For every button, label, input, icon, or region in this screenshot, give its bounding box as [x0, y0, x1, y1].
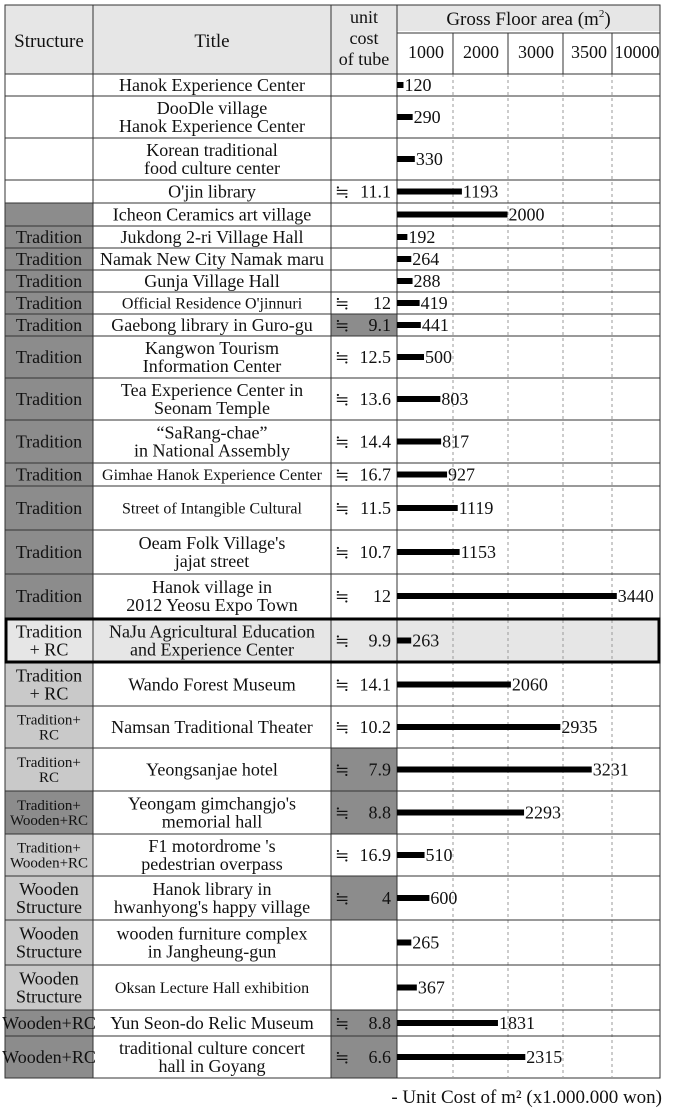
project-title: NaJu Agricultural Education — [109, 621, 315, 642]
approx-symbol: ≒ — [335, 846, 350, 865]
project-title: Gunja Village Hall — [144, 271, 280, 292]
project-title: DooDle village — [156, 98, 268, 119]
project-title: Oeam Folk Village's — [138, 533, 286, 554]
structure-cell-shade — [5, 203, 93, 226]
area-value-label: 1193 — [462, 181, 499, 202]
unit-cost-value: 9.1 — [368, 315, 391, 335]
unit-cost-value: 13.6 — [359, 389, 391, 409]
approx-symbol: ≒ — [335, 1014, 350, 1033]
area-bar — [397, 593, 617, 599]
project-title: Hanok Experience Center — [119, 75, 305, 96]
area-value-label: 263 — [412, 630, 440, 651]
area-bar — [397, 156, 415, 162]
area-value-label: 1153 — [460, 542, 496, 562]
area-value-label: 510 — [425, 845, 453, 865]
structure-label: Wooden+RC — [9, 855, 89, 872]
area-bar — [397, 256, 411, 262]
structure-label: Tradition — [15, 665, 83, 686]
structure-label: Tradition+ — [17, 755, 81, 772]
area-bar — [397, 114, 413, 120]
structure-label: Tradition — [15, 431, 83, 452]
project-title: food culture center — [144, 158, 280, 179]
project-title: Seonam Temple — [154, 398, 270, 419]
project-title: pedestrian overpass — [141, 854, 283, 875]
unit-cost-value: 14.4 — [359, 431, 391, 452]
area-value-label: 2293 — [525, 802, 562, 823]
area-value-label: 330 — [415, 149, 443, 169]
area-bar — [397, 234, 407, 240]
project-title: Yeongsanjae hotel — [146, 759, 278, 780]
project-title: Icheon Ceramics art village — [112, 204, 312, 225]
approx-symbol: ≒ — [335, 316, 350, 335]
structure-label: Tradition — [15, 315, 83, 336]
area-bar — [397, 472, 447, 478]
approx-symbol: ≒ — [335, 294, 350, 313]
approx-symbol: ≒ — [335, 432, 350, 452]
approx-symbol: ≒ — [335, 182, 350, 202]
project-title: Namak New City Namak maru — [100, 249, 324, 270]
approx-symbol: ≒ — [335, 348, 350, 367]
structure-label: Structure — [16, 897, 82, 918]
area-value-label: 264 — [412, 249, 440, 269]
approx-symbol: ≒ — [335, 803, 350, 823]
unit-cost-value: 12 — [373, 586, 391, 606]
structure-label: Tradition+ — [17, 798, 81, 815]
project-title: Namsan Traditional Theater — [111, 717, 313, 738]
unit-cost-value: 10.2 — [359, 717, 391, 737]
unit-cost-value: 7.9 — [368, 759, 391, 780]
project-title: hall in Goyang — [158, 1056, 266, 1077]
area-bar — [397, 1020, 498, 1026]
project-title: “SaRang-chae” — [156, 422, 268, 443]
area-bar — [397, 82, 403, 88]
area-value-label: 500 — [425, 347, 452, 367]
unit-cost-value: 12.5 — [359, 347, 391, 367]
area-value-label: 803 — [441, 389, 469, 409]
structure-label: Tradition — [15, 347, 83, 368]
area-bar — [397, 300, 420, 306]
unit-cost-value: 10.7 — [359, 542, 391, 562]
structure-label: Tradition — [15, 227, 83, 248]
project-title: wooden furniture complex — [116, 923, 308, 944]
project-title: Gimhae Hanok Experience Center — [102, 466, 322, 484]
header-title: Title — [194, 31, 230, 52]
project-title: Information Center — [142, 356, 282, 377]
project-title: Yun Seon-do Relic Museum — [110, 1013, 314, 1034]
area-value-label: 2000 — [508, 204, 545, 225]
project-title: Wando Forest Museum — [128, 674, 296, 695]
area-value-label: 2315 — [526, 1047, 563, 1067]
approx-symbol: ≒ — [335, 718, 350, 737]
approx-symbol: ≒ — [335, 1048, 350, 1067]
area-bar — [397, 638, 411, 644]
project-title: Hanok Experience Center — [119, 116, 305, 137]
structure-label: Wooden+RC — [2, 1047, 96, 1068]
approx-symbol: ≒ — [335, 390, 350, 409]
area-bar — [397, 985, 417, 991]
project-title: in Jangheung-gun — [147, 941, 277, 962]
area-bar — [397, 549, 460, 555]
area-bar — [397, 354, 424, 360]
structure-label: + RC — [29, 683, 69, 704]
area-value-label: 927 — [448, 464, 476, 485]
structure-label: Tradition — [15, 542, 83, 563]
highlight-row-shade — [5, 618, 660, 663]
unit-cost-value: 14.1 — [359, 674, 391, 695]
approx-symbol: ≒ — [335, 631, 350, 651]
unit-cost-value: 6.6 — [368, 1047, 391, 1067]
approx-symbol: ≒ — [335, 760, 350, 780]
approx-symbol: ≒ — [335, 889, 350, 908]
project-title: and Experience Center — [130, 639, 294, 660]
approx-symbol: ≒ — [335, 675, 350, 695]
area-value-label: 367 — [417, 977, 445, 998]
structure-label: Tradition — [15, 621, 83, 642]
project-title: Kangwon Tourism — [145, 338, 279, 359]
area-bar — [397, 852, 425, 858]
project-title: Tea Experience Center in — [120, 380, 304, 401]
area-bar — [397, 1054, 525, 1060]
approx-symbol: ≒ — [335, 499, 350, 518]
area-bar — [397, 810, 524, 816]
tick-label: 10000 — [614, 42, 660, 62]
unit-cost-value: 11.5 — [360, 498, 391, 518]
structure-label: Tradition — [15, 271, 83, 292]
unit-cost-value: 8.8 — [368, 1013, 391, 1033]
area-bar — [397, 212, 508, 218]
area-value-label: 265 — [412, 932, 440, 953]
project-title: memorial hall — [161, 811, 263, 832]
header-structure: Structure — [14, 31, 84, 52]
unit-cost-value: 11.1 — [360, 181, 391, 202]
area-bar — [397, 940, 411, 946]
structure-label: Wooden+RC — [9, 813, 89, 830]
header-unit-cost: unit — [349, 7, 379, 27]
tick-label: 1000 — [408, 42, 444, 62]
unit-cost-value: 16.7 — [359, 464, 391, 485]
unit-cost-value: 16.9 — [359, 845, 391, 865]
area-value-label: 2935 — [561, 717, 598, 737]
area-bar — [397, 189, 462, 195]
project-title: Oksan Lecture Hall exhibition — [114, 979, 310, 997]
project-title: O'jin library — [168, 181, 256, 202]
area-bar — [397, 322, 421, 328]
area-value-label: 441 — [421, 315, 449, 335]
project-title: in National Assembly — [134, 440, 290, 461]
structure-label: RC — [38, 727, 60, 744]
approx-symbol: ≒ — [335, 543, 350, 562]
unit-cost-value: 12 — [373, 293, 391, 313]
area-value-label: 120 — [404, 75, 432, 95]
area-value-label: 1831 — [498, 1013, 535, 1033]
area-bar — [397, 505, 458, 511]
structure-label: Tradition — [15, 464, 83, 485]
project-title: traditional culture concert — [119, 1038, 305, 1059]
structure-label: Wooden — [19, 923, 79, 944]
structure-label: Tradition — [15, 498, 83, 519]
project-title: F1 motordrome 's — [148, 836, 276, 857]
project-title: jajat street — [174, 551, 250, 572]
area-bar — [397, 439, 441, 445]
area-value-label: 419 — [420, 293, 448, 313]
unit-cost-value: 8.8 — [368, 802, 391, 823]
structure-label: Tradition — [15, 293, 83, 314]
structure-label: RC — [38, 770, 60, 787]
header-unit-cost: cost — [349, 28, 379, 48]
unit-cost-value: 9.9 — [368, 630, 391, 651]
project-title: Korean traditional — [146, 140, 278, 161]
area-value-label: 3440 — [617, 586, 654, 606]
area-value-label: 600 — [430, 888, 458, 908]
structure-label: Structure — [16, 941, 82, 962]
area-value-label: 1119 — [458, 498, 494, 518]
area-value-label: 2060 — [511, 674, 548, 695]
structure-label: Tradition — [15, 389, 83, 410]
project-title: hwanhyong's happy village — [113, 897, 311, 918]
area-value-label: 817 — [442, 431, 470, 452]
unit-cost-footnote: - Unit Cost of m² (x1.000.000 won) — [391, 1087, 662, 1108]
unit-cost-value: 4 — [382, 888, 391, 908]
project-title: Jukdong 2-ri Village Hall — [120, 227, 304, 248]
header-gross-floor-area: Gross Floor area $(m^2)$ — [446, 8, 611, 30]
project-title: Official Residence O'jinnuri — [121, 295, 303, 313]
project-title: Hanok village in — [152, 577, 272, 598]
approx-symbol: ≒ — [335, 587, 350, 606]
area-value-label: 288 — [413, 271, 441, 291]
cell-shading — [5, 5, 660, 1078]
area-bar — [397, 682, 511, 688]
structure-label: Tradition+ — [17, 712, 81, 729]
structure-label: + RC — [29, 639, 69, 660]
tick-label: 3500 — [571, 42, 607, 62]
structure-label: Tradition+ — [17, 840, 81, 857]
project-title: Street of Intangible Cultural — [122, 500, 302, 518]
area-bar — [397, 724, 560, 730]
area-value-label: 290 — [413, 107, 441, 127]
structure-label: Wooden+RC — [2, 1013, 96, 1034]
tick-label: 3000 — [518, 42, 554, 62]
project-title: Yeongam gimchangjo's — [128, 793, 296, 814]
area-bar — [397, 396, 440, 402]
area-bar — [397, 767, 592, 773]
area-value-label: 192 — [408, 227, 436, 247]
area-value-label: 3231 — [592, 759, 629, 780]
structure-label: Wooden — [19, 968, 79, 989]
structure-label: Tradition — [15, 249, 83, 270]
tick-label: 2000 — [463, 42, 499, 62]
approx-symbol: ≒ — [335, 465, 350, 485]
project-title: Hanok library in — [152, 879, 272, 900]
area-bar — [397, 278, 413, 284]
project-title: 2012 Yeosu Expo Town — [126, 595, 298, 616]
structure-label: Structure — [16, 986, 82, 1007]
header-unit-cost: of tube — [338, 49, 390, 69]
structure-label: Wooden — [19, 879, 79, 900]
structure-label: Tradition — [15, 586, 83, 607]
area-bar — [397, 895, 429, 901]
project-title: Gaebong library in Guro-gu — [111, 315, 313, 336]
